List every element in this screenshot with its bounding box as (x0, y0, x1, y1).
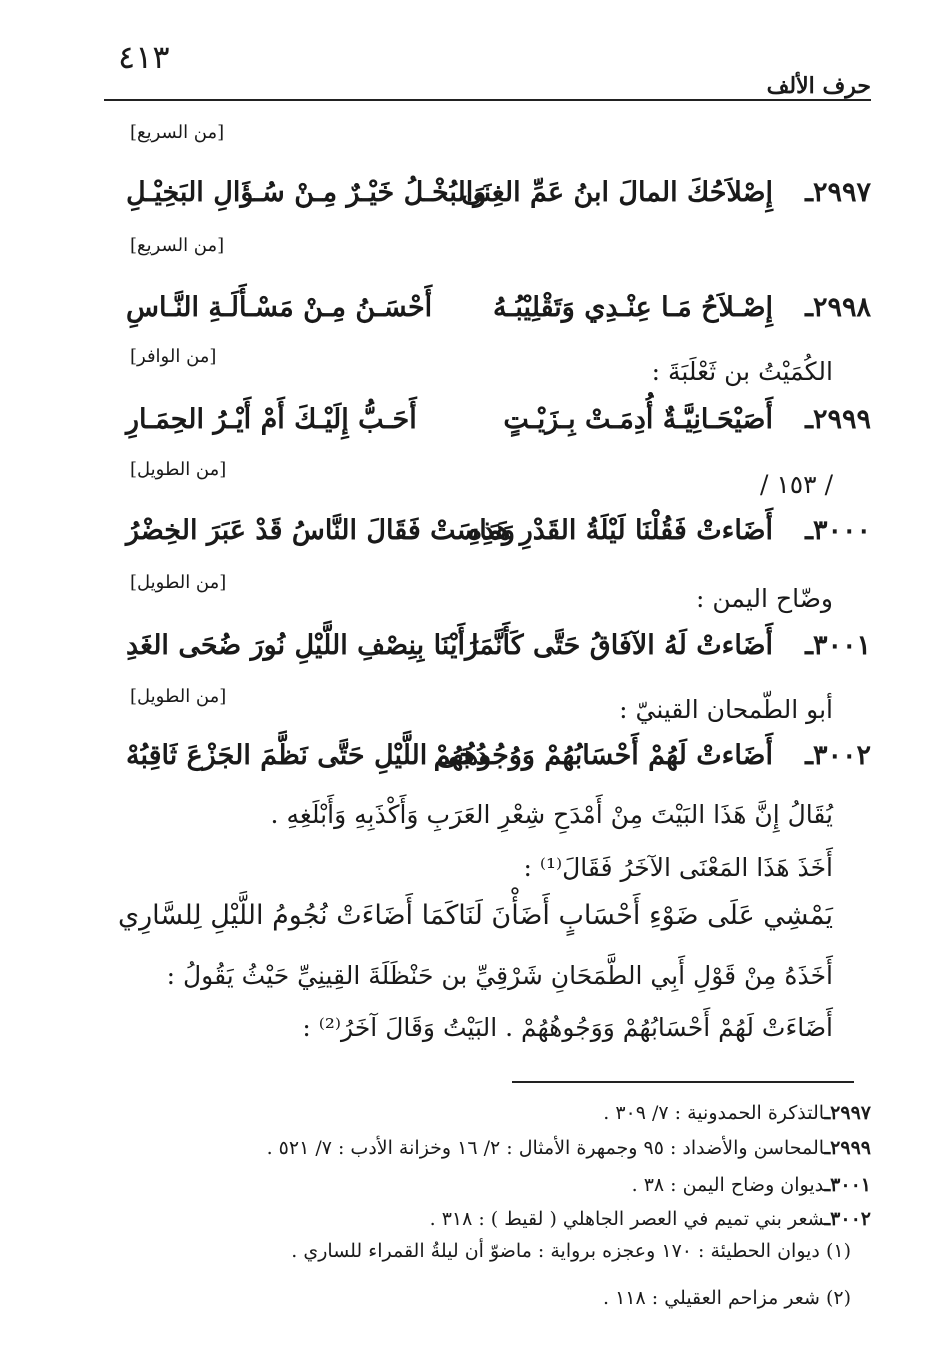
header-rule (104, 99, 871, 101)
meter-label: [من الطويل] (130, 686, 227, 707)
meter-label: [من الطويل] (130, 572, 227, 593)
verse-3000 (126, 515, 871, 563)
footnote-text: المحاسن والأضداد : ٩٥ وجمهرة الأمثال : ٢/ ١٦ وخزانة الأدب : ٧/ ٥٢١ . (266, 1137, 825, 1159)
verse-first-hemistich: إِصْـلاَحُ مَـا عِنْـدِي وَتَقْلِيْبُـهُ (493, 292, 773, 323)
verse-first-hemistich: إِصْلاَحُكَ المالَ ابنُ عَمِّ الغِنَى (461, 177, 773, 208)
verse-number: ٣٠٠٠ـ (805, 515, 871, 546)
footnote (430, 1208, 871, 1230)
commentary-line: يُقَالُ إِنَّ هَذَا البَيْتَ مِنْ أَمْدَحِ شِعْرِ العَرَبِ وَأَكْذَبِهِ وَأَبْلَغِهِ . (270, 800, 833, 829)
footnote (632, 1174, 871, 1196)
footnote-number: (٢) (825, 1287, 851, 1309)
verse-number: ٣٠٠١ـ (805, 630, 871, 661)
verse-3002 (126, 740, 871, 788)
verse-2999 (126, 404, 871, 452)
footnote-text: التذكرة الحمدونية : ٧/ ٣٠٩ . (603, 1102, 825, 1124)
meter-label: [من الوافر] (130, 346, 217, 367)
verse-second-hemistich: وَالبُخْـلُ خَيْـرٌ مِـنْ سُـؤَالِ البَخِيْـلِ (126, 177, 487, 208)
verse-second-hemistich: أَحَـبُّ إِلَيْـكَ أَمْ أَيْـرُ الحِمَـارِ (126, 404, 417, 435)
footnote-number: ٢٩٩٧ـ (824, 1102, 871, 1124)
footnote-number: ٣٠٠٢ـ (824, 1208, 871, 1230)
verse-2998 (126, 292, 871, 340)
running-head: حرف الألف (766, 73, 871, 99)
footnote-number: (١) (825, 1240, 851, 1262)
footnote-text: ديوان وضاح اليمن : ٣٨ . (631, 1174, 825, 1196)
footnote-text: ديوان الحطيئة : ١٧٠ وعجزه برواية : ماضوّ أن ليلةُ القمراء للساري . (291, 1240, 820, 1262)
verse-second-hemistich: رَأَيْنَا بِنِصْفِ اللَّيْلِ نُورَ ضُحَى الغَدِ (126, 630, 479, 661)
verse-second-hemistich: وَمَاسَتْ فَقَالَ النَّاسُ قَدْ عَبَرَ الخِضْرُ (126, 515, 516, 546)
verse-number: ٢٩٩٧ـ (805, 177, 871, 208)
footnote-rule (512, 1081, 854, 1083)
poet-name: الكُمَيْتُ بن ثَعْلَبَةَ : (651, 357, 833, 386)
verse-first-hemistich: أَصَيْحَـانِيَّـةٌ أُدِمَـتْ بِـزَيْـتٍ (503, 404, 773, 435)
verse-first-hemistich: أَضَاءتْ لَهُ الآفَاقُ حَتَّى كَأَنَّمَا (471, 630, 773, 661)
verse-number: ٢٩٩٩ـ (805, 404, 871, 435)
footnote (291, 1240, 851, 1262)
meter-label: [من السريع] (130, 122, 225, 143)
commentary-line: أَضَاءَتْ لَهُمْ أَحْسَابُهُمْ وَوَجُوهُهُمْ . البَيْتُ وَقَالَ آخَرُ⁽²⁾ : (302, 1013, 833, 1042)
verse-3001 (126, 630, 871, 678)
footnote (603, 1287, 851, 1309)
commentary-line: أَخَذَ هَذَا المَعْنَى الآخَرُ فَقَالَ⁽¹⁾ : (523, 853, 833, 882)
poet-name: وضّاح اليمن : (696, 584, 833, 613)
quoted-second-hemistich: كَمَا أَضَاءَتْ نُجُومُ اللَّيْلِ لِلسَّارِي (118, 900, 459, 931)
poet-name: أبو الطّمحان القينيّ : (619, 695, 833, 724)
original-page-marker: / ١٥٣ / (759, 470, 833, 499)
commentary-line: أَخَذَهُ مِنْ قَوْلِ أَبِي الطَّمَحَانِ شَرْقِيِّ بن حَنْظَلَةَ القِينِيِّ حَيْثُ يَقُولُ : (166, 961, 833, 990)
verse-number: ٣٠٠٢ـ (805, 740, 871, 771)
footnote (603, 1102, 871, 1124)
verse-first-hemistich: أَضَاءتْ لَهُمْ أَحْسَابُهُمْ وَوُجُوهُهُمْ (433, 740, 773, 771)
footnote-number: ٢٩٩٩ـ (824, 1137, 871, 1159)
footnote (267, 1137, 871, 1159)
footnote-text: شعر مزاحم العقيلي : ١١٨ . (603, 1287, 820, 1309)
verse-number: ٢٩٩٨ـ (805, 292, 871, 323)
verse-second-hemistich: أَحْسَـنُ مِـنْ مَسْـأَلَـةِ النَّـاسِ (126, 292, 433, 323)
verse-first-hemistich: أَضَاءتْ فَقُلْنَا لَيْلَةُ القَدْرِ هَذِهِ (467, 515, 773, 546)
footnote-text: شعر بني تميم في العصر الجاهلي ( لقيط ) : ٣١٨ . (429, 1208, 825, 1230)
verse-2997 (126, 177, 871, 225)
quoted-verse (118, 900, 833, 940)
meter-label: [من الطويل] (130, 459, 227, 480)
page-number: ٤١٣ (118, 38, 170, 76)
verse-second-hemistich: دُجَى اللَّيْلِ حَتَّى نَظَّمَ الجَزْعَ ثَاقِبُهْ (126, 740, 488, 771)
meter-label: [من السريع] (130, 235, 225, 256)
footnote-number: ٣٠٠١ـ (824, 1174, 871, 1196)
quoted-first-hemistich: يَمْشِي عَلَى ضَوْءِ أَحْسَابٍ أَضَأْنَ لَنَا (458, 900, 833, 931)
